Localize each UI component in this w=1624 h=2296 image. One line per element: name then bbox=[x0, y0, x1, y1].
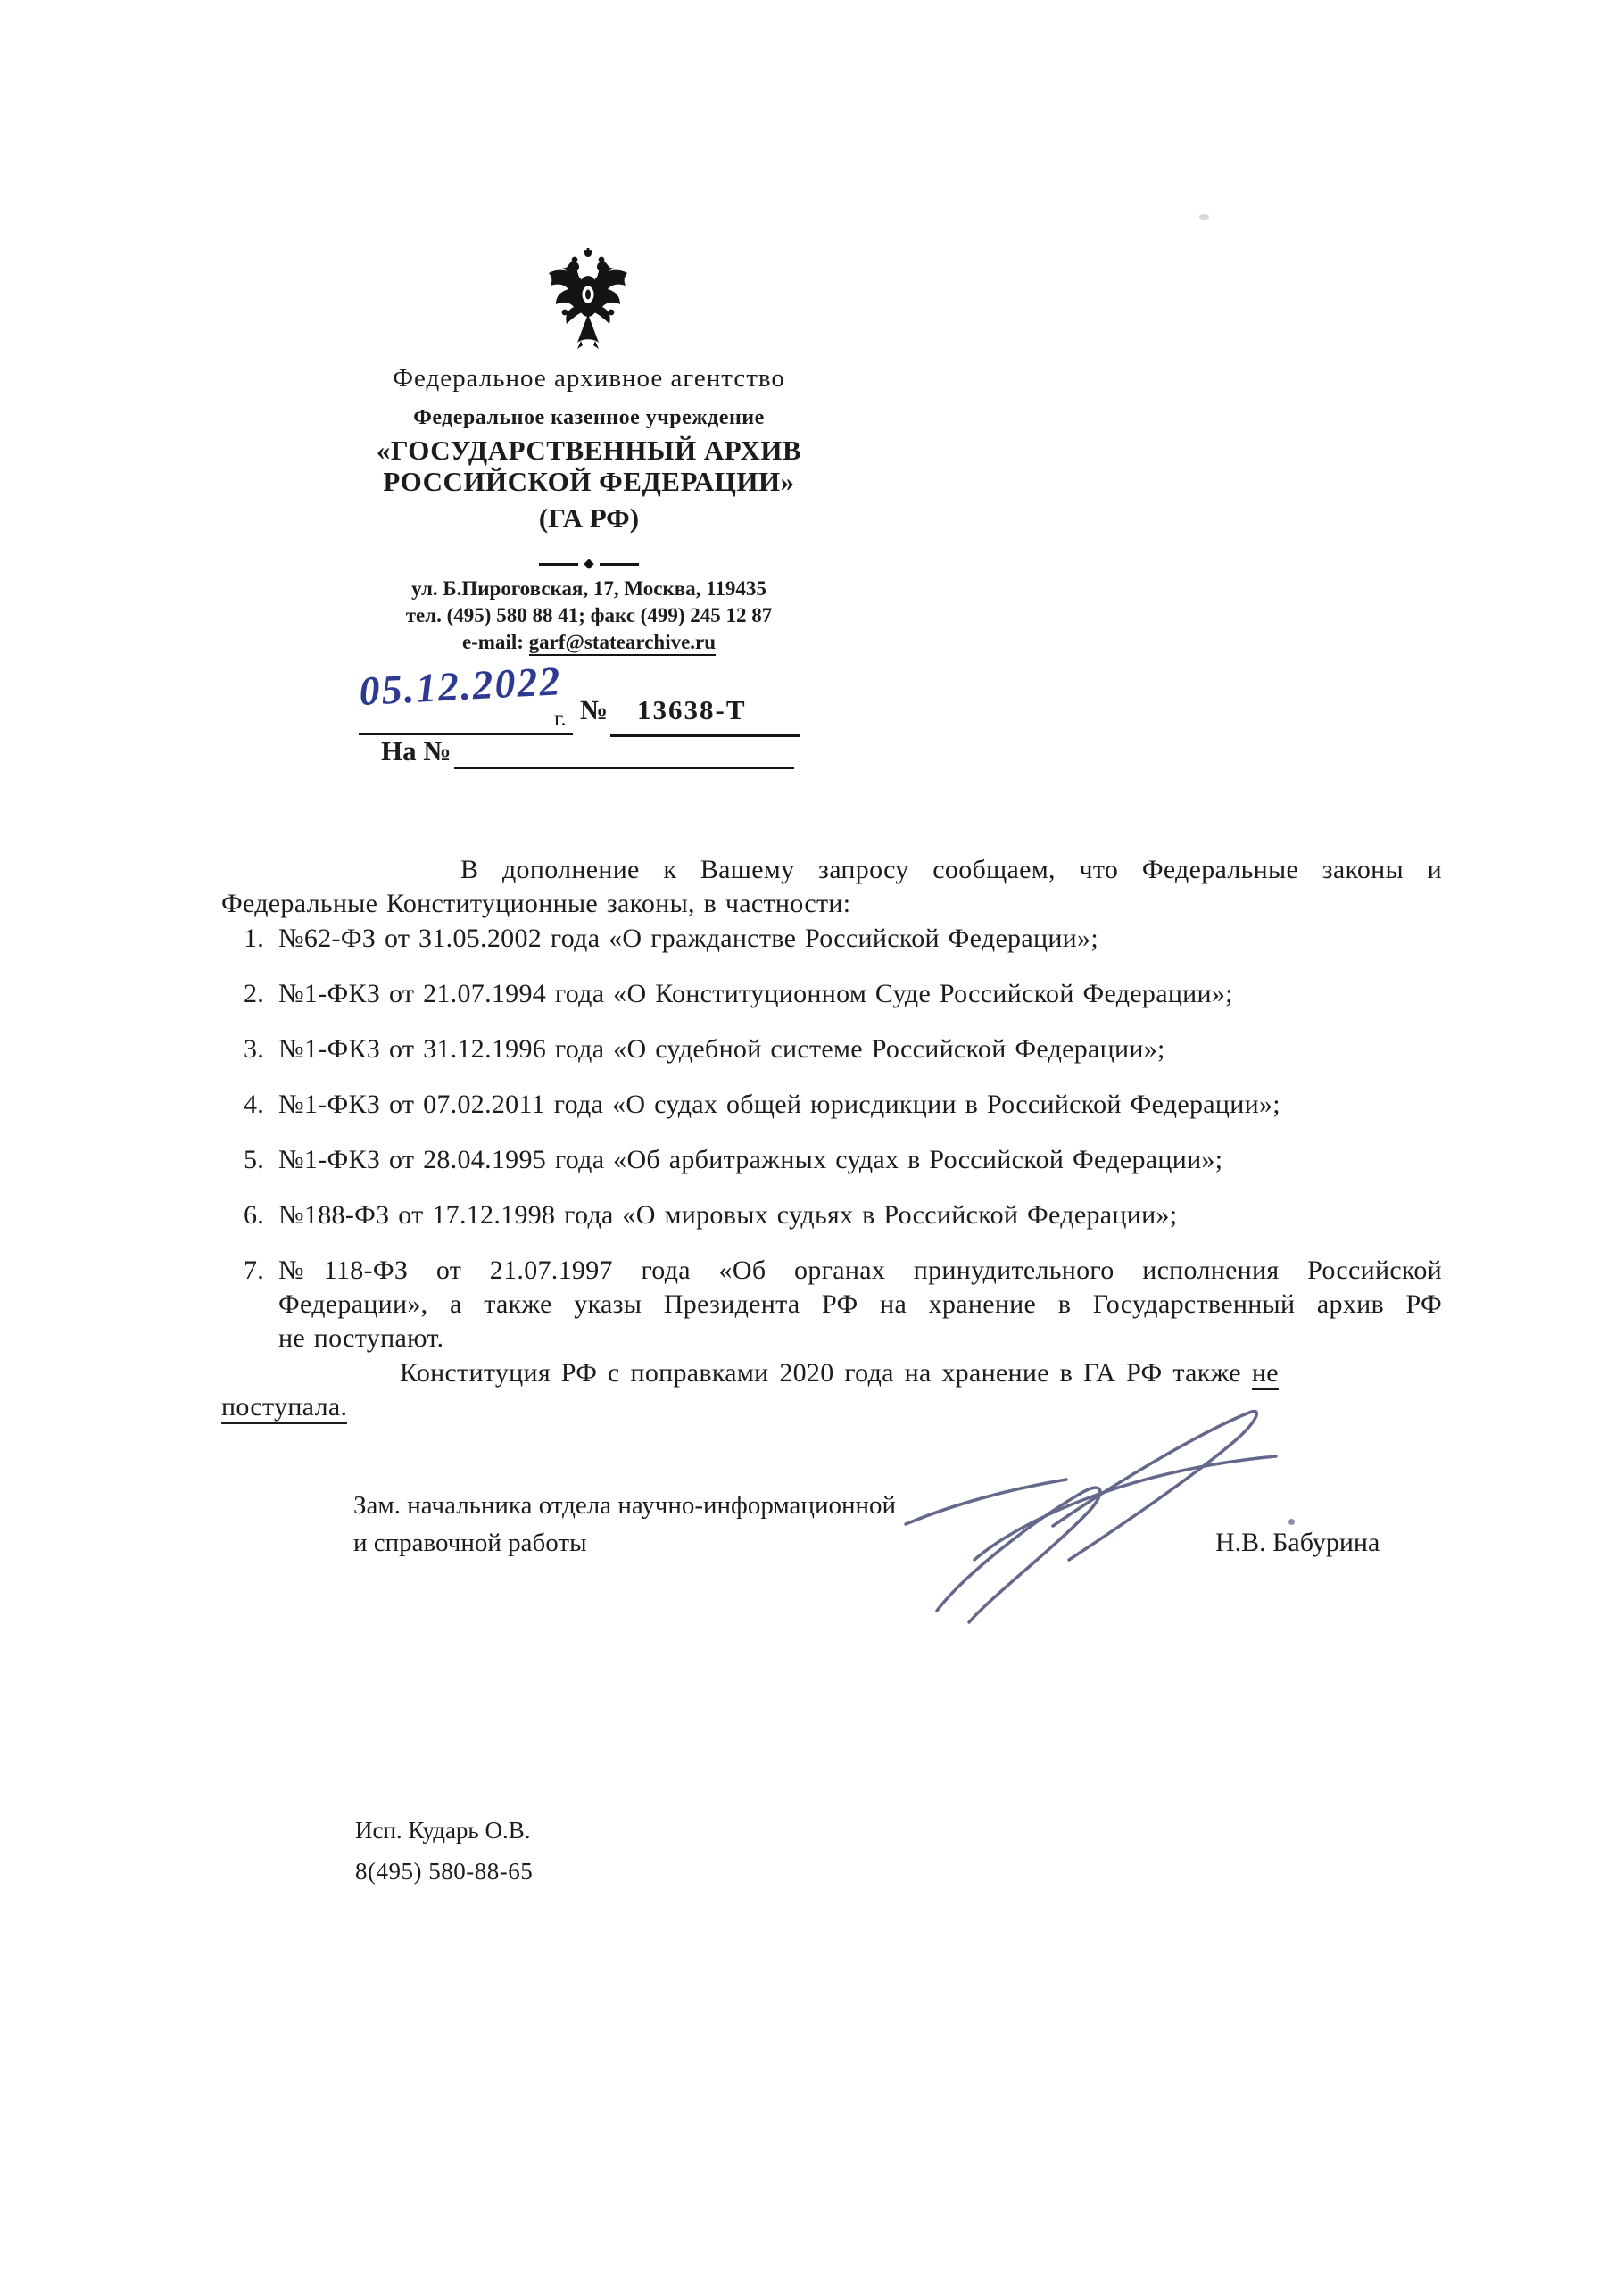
date-suffix-label: г. bbox=[554, 707, 567, 731]
signer-title-line2: и справочной работы bbox=[353, 1529, 587, 1557]
list-item-text: №1-ФКЗ от 21.07.1994 года «О Конституционном Суде Российской Федерации»; bbox=[278, 979, 1233, 1008]
list-item-number: 3. bbox=[244, 1034, 265, 1064]
closing-text: Конституция РФ с поправками 2020 года на хранение в ГА РФ также bbox=[400, 1358, 1241, 1388]
signer-name: Н.В. Бабурина bbox=[1215, 1528, 1380, 1557]
double-headed-eagle-icon bbox=[545, 248, 631, 355]
ink-dot-artifact bbox=[1288, 1519, 1295, 1525]
list-item-number: 4. bbox=[244, 1090, 265, 1119]
intro-paragraph-line2: Федеральные Конституционные законы, в частности: bbox=[221, 889, 851, 918]
list-item-line: №118-ФЗ от 21.07.1997 года «Об органах принудительного исполнения Российской bbox=[278, 1256, 1442, 1285]
executor-phone: 8(495) 580-88-65 bbox=[355, 1858, 534, 1885]
intro-paragraph-line1: В дополнение к Вашему запросу сообщаем, что Федеральные законы и bbox=[460, 855, 1442, 884]
letterhead-phone-fax: тел. (495) 580 88 41; факс (499) 245 12 87 bbox=[405, 604, 773, 626]
handwritten-date: 05.12.2022 bbox=[358, 658, 563, 715]
divider-bar-left bbox=[539, 563, 578, 566]
number-underline bbox=[610, 734, 800, 737]
list-item bbox=[244, 1198, 1442, 1232]
number-sign-label: № bbox=[580, 694, 609, 725]
list-item bbox=[244, 1143, 1442, 1177]
list-item-line: не поступают. bbox=[278, 1323, 444, 1353]
letterhead-org-name-line1: «ГОСУДАРСТВЕННЫЙ АРХИВ bbox=[376, 435, 802, 466]
list-item-line: Федерации», а также указы Президента РФ на хранение в Государственный архив РФ bbox=[278, 1289, 1442, 1319]
list-item bbox=[244, 977, 1442, 1011]
list-item bbox=[244, 1032, 1442, 1066]
letterhead-divider bbox=[294, 557, 883, 571]
list-item bbox=[244, 922, 1442, 956]
letterhead-org-name-line2: РОССИЙСКОЙ ФЕДЕРАЦИИ» bbox=[383, 466, 795, 497]
list-item bbox=[244, 1088, 1442, 1122]
letterhead-org-abbr: (ГА РФ) bbox=[538, 502, 640, 534]
letterhead-address: ул. Б.Пироговская, 17, Москва, 119435 bbox=[411, 577, 766, 600]
letterhead-email-line bbox=[294, 631, 883, 654]
law-list bbox=[244, 922, 1442, 1377]
letterhead-agency: Федеральное архивное агентство bbox=[393, 364, 785, 393]
executor-name: Исп. Кударь О.В. bbox=[355, 1817, 531, 1844]
list-item-text bbox=[278, 1254, 1442, 1355]
list-item-number: 7. bbox=[244, 1256, 265, 1285]
list-item-text: №62-ФЗ от 31.05.2002 года «О гражданстве Российской Федерации»; bbox=[278, 924, 1098, 953]
list-item-number: 6. bbox=[244, 1200, 265, 1230]
outgoing-number: 13638-Т bbox=[637, 694, 747, 725]
list-item-text: №1-ФКЗ от 28.04.1995 года «Об арбитражных судах в Российской Федерации»; bbox=[278, 1145, 1223, 1174]
letterhead-institution-type: Федеральное казенное учреждение bbox=[413, 406, 765, 429]
signer-title-line1: Зам. начальника отдела научно-информационной bbox=[353, 1491, 897, 1520]
handwritten-signature bbox=[892, 1392, 1294, 1629]
closing-underlined-text: не поступала. bbox=[221, 1358, 1279, 1424]
email-label: e-mail: bbox=[461, 631, 524, 653]
list-item-number: 1. bbox=[244, 924, 265, 953]
list-item-number: 2. bbox=[244, 979, 265, 1008]
list-item bbox=[244, 1254, 1442, 1355]
list-item-number: 5. bbox=[244, 1145, 265, 1174]
reply-to-label: На № bbox=[381, 735, 452, 767]
email-address: garf@statearchive.ru bbox=[529, 631, 716, 656]
list-item-text: №1-ФКЗ от 31.12.1996 года «О судебной системе Российской Федерации»; bbox=[278, 1034, 1165, 1064]
list-item-text: №188-ФЗ от 17.12.1998 года «О мировых судьях в Российской Федерации»; bbox=[278, 1200, 1178, 1230]
divider-bar-right bbox=[600, 563, 639, 566]
list-item-text: №1-ФКЗ от 07.02.2011 года «О судах общей юрисдикции в Российской Федерации»; bbox=[278, 1090, 1280, 1119]
divider-diamond-icon: ◆ bbox=[584, 557, 594, 571]
reply-underline bbox=[454, 767, 794, 769]
scan-speck-artifact bbox=[1199, 214, 1209, 220]
